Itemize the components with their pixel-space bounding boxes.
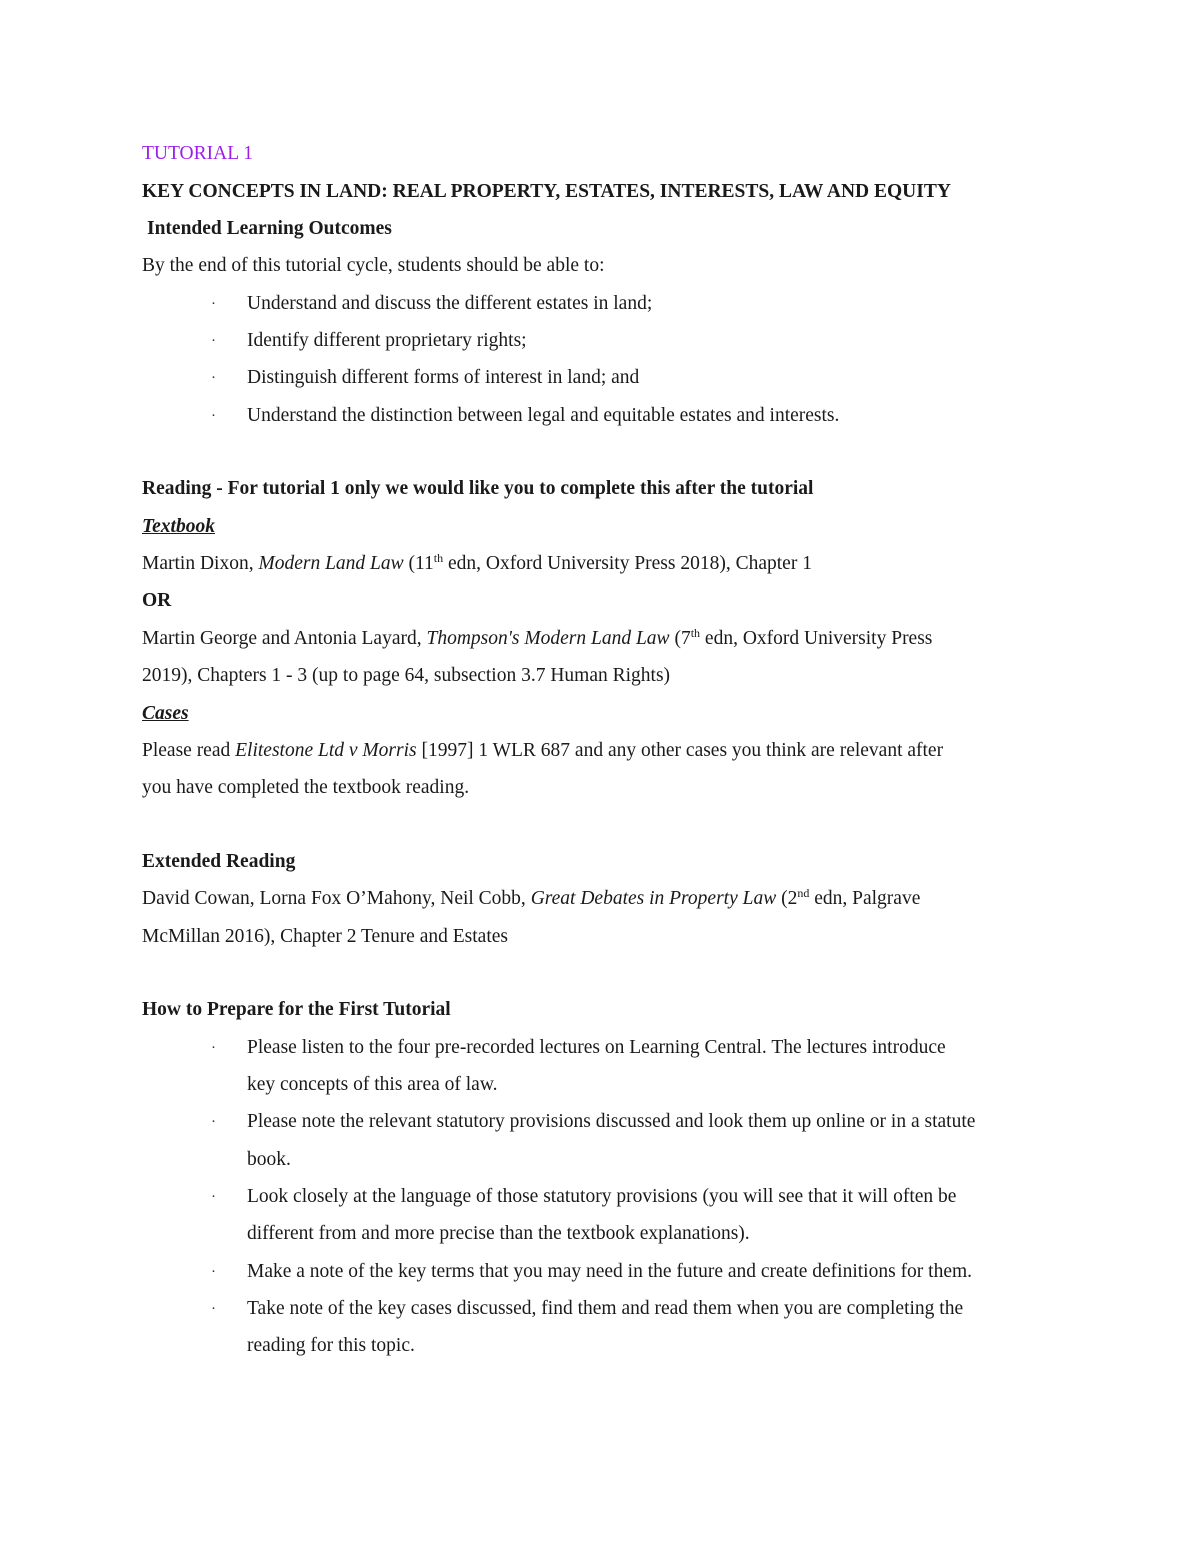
extended-edition: (2 <box>776 888 798 909</box>
bullet-icon: · <box>211 1264 216 1280</box>
prepare-item-3-cont: different from and more precise than the textbook explanations). <box>247 1223 750 1244</box>
case-name: Elitestone Ltd v Morris <box>235 740 417 761</box>
extended-citation <box>142 887 920 911</box>
ilo-item-2: Identify different proprietary rights; <box>247 330 527 351</box>
bullet-icon: · <box>211 1114 216 1130</box>
prepare-item-1: Please listen to the four pre-recorded lectures on Learning Central. The lectures introduce <box>247 1037 946 1058</box>
prepare-item-5-cont: reading for this topic. <box>247 1335 415 1356</box>
book-1-edition: (11 <box>403 553 434 574</box>
cases-label: Cases <box>142 703 189 724</box>
tutorial-label: TUTORIAL 1 <box>142 143 254 164</box>
prepare-item-4: Make a note of the key terms that you may need in the future and create definitions for them. <box>247 1261 973 1282</box>
book-2-edition-sup: th <box>690 626 701 640</box>
reading-heading: Reading - For tutorial 1 only we would like you to complete this after the tutorial <box>142 478 814 499</box>
extended-authors: David Cowan, Lorna Fox O’Mahony, Neil Cobb, <box>142 888 531 909</box>
prepare-item-1-cont: key concepts of this area of law. <box>247 1074 498 1095</box>
cases-text-line2: you have completed the textbook reading. <box>142 777 470 798</box>
bullet-icon: · <box>211 370 216 386</box>
main-title: KEY CONCEPTS IN LAND: REAL PROPERTY, ESTATES, INTERESTS, LAW AND EQUITY <box>142 181 951 202</box>
extended-edition-sup: nd <box>797 886 810 900</box>
book-1-author: Martin Dixon, <box>142 553 259 574</box>
cases-text <box>142 739 943 763</box>
prepare-heading: How to Prepare for the First Tutorial <box>142 999 451 1020</box>
ilo-item-4: Understand the distinction between legal and equitable estates and interests. <box>247 405 840 426</box>
bullet-icon: · <box>211 1040 216 1056</box>
book-1-publisher: edn, Oxford University Press 2018), Chapter 1 <box>443 553 812 574</box>
book-2-authors: Martin George and Antonia Layard, <box>142 628 427 649</box>
bullet-icon: · <box>211 296 216 312</box>
ilo-intro: By the end of this tutorial cycle, students should be able to: <box>142 255 605 276</box>
bullet-icon: · <box>211 333 216 349</box>
book-1-title: Modern Land Law <box>258 553 404 574</box>
extended-citation-line2: McMillan 2016), Chapter 2 Tenure and Estates <box>142 926 508 947</box>
bullet-icon: · <box>211 408 216 424</box>
book-2-publisher: edn, Oxford University Press <box>700 628 933 649</box>
book-2-title: Thompson's Modern Land Law <box>426 628 670 649</box>
cases-intro: Please read <box>142 740 236 761</box>
extended-publisher: edn, Palgrave <box>809 888 921 909</box>
book-2-citation-line2: 2019), Chapters 1 - 3 (up to page 64, subsection 3.7 Human Rights) <box>142 665 671 686</box>
prepare-item-3: Look closely at the language of those statutory provisions (you will see that it will often be <box>247 1186 957 1207</box>
bullet-icon: · <box>211 1301 216 1317</box>
extended-title: Great Debates in Property Law <box>530 888 777 909</box>
book-2-edition: (7 <box>669 628 691 649</box>
or-label: OR <box>142 590 172 611</box>
book-2-citation <box>142 627 932 651</box>
prepare-item-2: Please note the relevant statutory provisions discussed and look them up online or in a statute <box>247 1111 976 1132</box>
ilo-item-3: Distinguish different forms of interest in land; and <box>247 367 640 388</box>
prepare-item-5: Take note of the key cases discussed, find them and read them when you are completing the <box>247 1298 964 1319</box>
ilo-heading: Intended Learning Outcomes <box>147 218 392 239</box>
book-1-citation <box>142 552 812 576</box>
case-citation: [1997] 1 WLR 687 and any other cases you think are relevant after <box>416 740 944 761</box>
extended-heading: Extended Reading <box>142 851 296 872</box>
book-1-edition-sup: th <box>433 551 444 565</box>
textbook-label: Textbook <box>142 516 215 537</box>
ilo-item-1: Understand and discuss the different estates in land; <box>247 293 653 314</box>
prepare-item-2-cont: book. <box>247 1149 291 1170</box>
bullet-icon: · <box>211 1189 216 1205</box>
